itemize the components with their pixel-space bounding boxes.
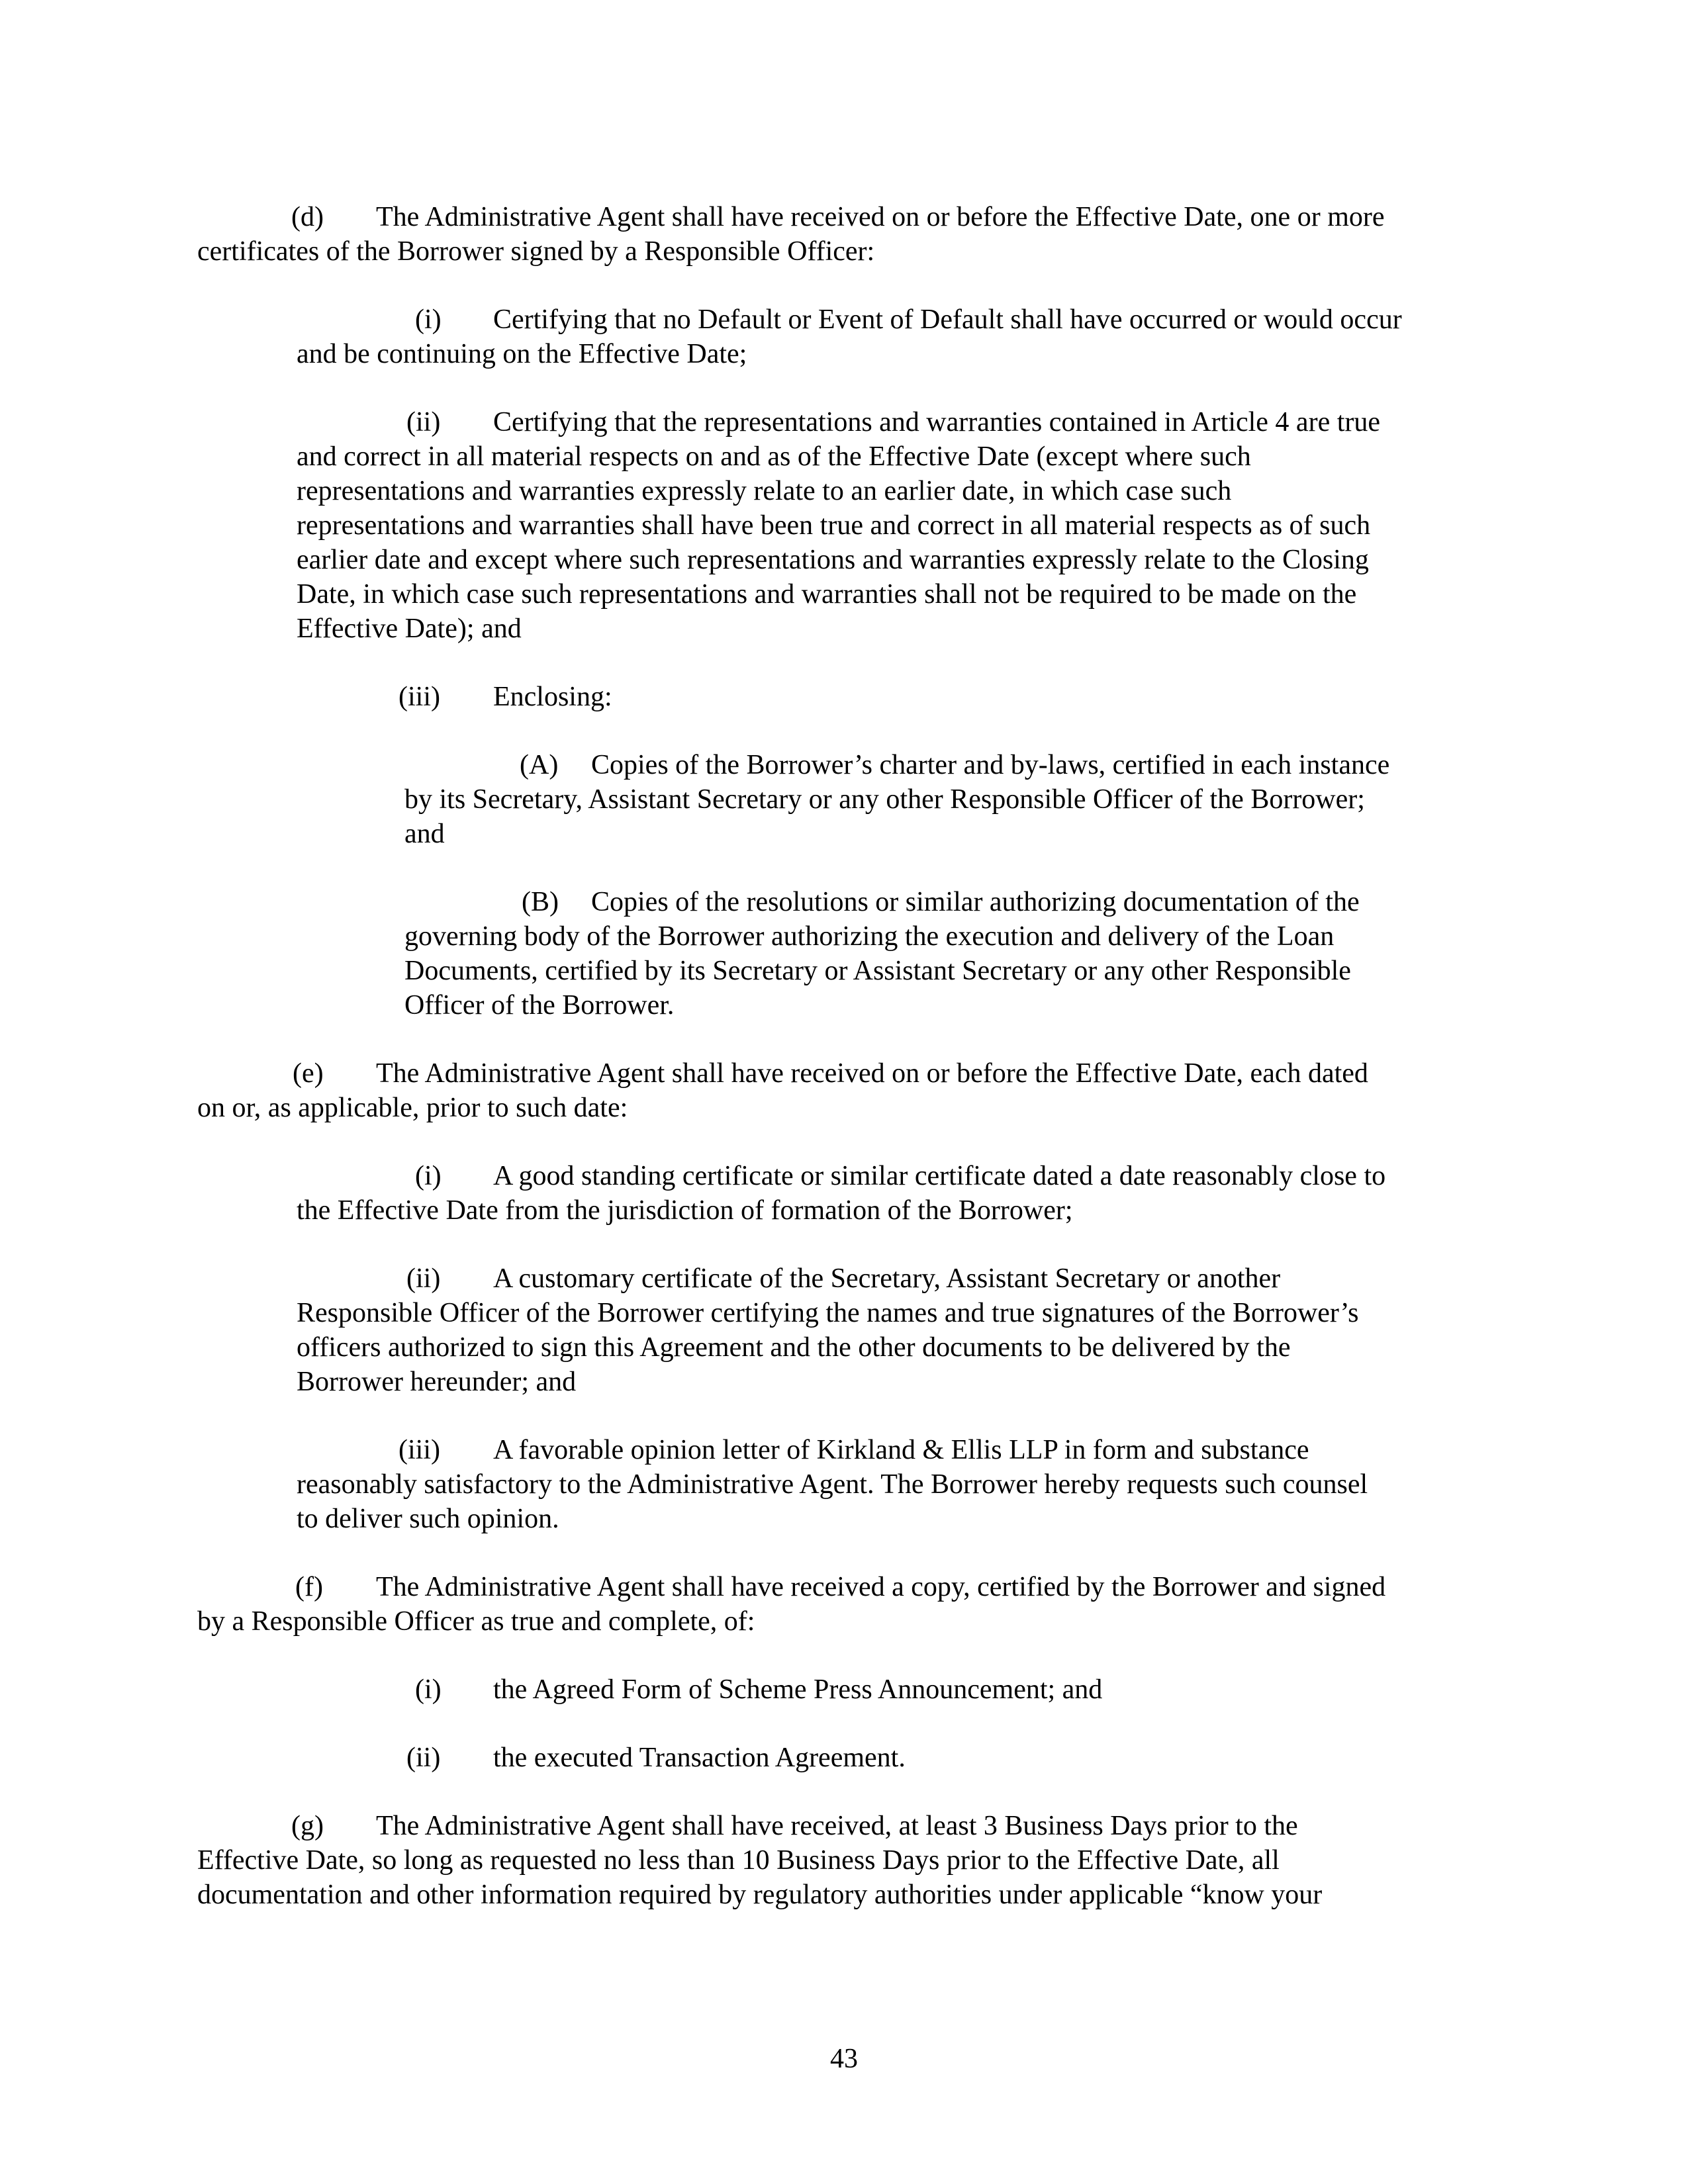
section-text-line: to deliver such opinion. bbox=[297, 1504, 559, 1534]
section-label: (i) bbox=[415, 304, 442, 335]
section-text-line: The Administrative Agent shall have received, at least 3 Business Days prior to the bbox=[376, 1811, 1298, 1841]
section-text-line: on or, as applicable, prior to such date: bbox=[197, 1093, 628, 1123]
section-text-line: Certifying that no Default or Event of Default shall have occurred or would occur bbox=[493, 304, 1402, 335]
section-label: (ii) bbox=[406, 1743, 441, 1773]
section-text-line: Borrower hereunder; and bbox=[297, 1367, 577, 1397]
section-label: (iii) bbox=[399, 682, 440, 712]
section-text-line: the Agreed Form of Scheme Press Announcement; and bbox=[493, 1674, 1103, 1705]
section-text-line: Documents, certified by its Secretary or Assistant Secretary or any other Responsible bbox=[404, 956, 1351, 986]
section-label: (d) bbox=[291, 202, 324, 232]
section-text-line: Officer of the Borrower. bbox=[404, 990, 675, 1021]
section-text-line: Effective Date); and bbox=[297, 614, 522, 644]
section-text-line: representations and warranties shall have been true and correct in all material respects as of such bbox=[297, 510, 1371, 541]
section-text-line: documentation and other information required by regulatory authorities under applicable “know your bbox=[197, 1880, 1323, 1910]
section-label: (f) bbox=[295, 1572, 323, 1602]
section-text-line: the Effective Date from the jurisdiction of formation of the Borrower; bbox=[297, 1195, 1073, 1226]
section-label: (i) bbox=[415, 1161, 442, 1191]
section-label: (ii) bbox=[406, 1263, 441, 1294]
section-label: (i) bbox=[415, 1674, 442, 1705]
section-text-line: A favorable opinion letter of Kirkland & Ellis LLP in form and substance bbox=[493, 1435, 1309, 1465]
section-text-line: certificates of the Borrower signed by a Responsible Officer: bbox=[197, 236, 875, 267]
section-text-line: Effective Date, so long as requested no less than 10 Business Days prior to the Effective Date, all bbox=[197, 1845, 1280, 1876]
section-text-line: Copies of the Borrower’s charter and by-laws, certified in each instance bbox=[591, 750, 1390, 780]
section-text-line: Date, in which case such representations and warranties shall not be required to be made on the bbox=[297, 579, 1357, 610]
section-text-line: by its Secretary, Assistant Secretary or any other Responsible Officer of the Borrower; bbox=[404, 784, 1365, 815]
section-text-line: and correct in all material respects on and as of the Effective Date (except where such bbox=[297, 441, 1251, 472]
section-label: (g) bbox=[291, 1811, 324, 1841]
section-text-line: A good standing certificate or similar certificate dated a date reasonably close to bbox=[493, 1161, 1386, 1191]
section-text-line: Enclosing: bbox=[493, 682, 612, 712]
section-text-line: representations and warranties expressly relate to an earlier date, in which case such bbox=[297, 476, 1232, 506]
section-text-line: earlier date and except where such representations and warranties expressly relate to the Closing bbox=[297, 545, 1369, 575]
section-text-line: the executed Transaction Agreement. bbox=[493, 1743, 906, 1773]
section-label: (ii) bbox=[406, 407, 441, 437]
section-label: (A) bbox=[520, 750, 559, 780]
section-label: (iii) bbox=[399, 1435, 440, 1465]
section-text-line: by a Responsible Officer as true and complete, of: bbox=[197, 1606, 755, 1637]
page-number: 43 bbox=[830, 2044, 858, 2074]
section-text-line: A customary certificate of the Secretary, Assistant Secretary or another bbox=[493, 1263, 1281, 1294]
section-label: (e) bbox=[293, 1058, 324, 1089]
section-text-line: and bbox=[404, 819, 445, 849]
section-text-line: Copies of the resolutions or similar authorizing documentation of the bbox=[591, 887, 1360, 917]
section-text-line: and be continuing on the Effective Date; bbox=[297, 339, 747, 369]
section-label: (B) bbox=[522, 887, 559, 917]
section-text-line: Certifying that the representations and warranties contained in Article 4 are true bbox=[493, 407, 1381, 437]
section-text-line: governing body of the Borrower authorizing the execution and delivery of the Loan bbox=[404, 921, 1335, 952]
section-text-line: The Administrative Agent shall have received on or before the Effective Date, one or more bbox=[376, 202, 1385, 232]
section-text-line: The Administrative Agent shall have received on or before the Effective Date, each dated bbox=[376, 1058, 1368, 1089]
section-text-line: officers authorized to sign this Agreement and the other documents to be delivered by the bbox=[297, 1332, 1291, 1363]
section-text-line: Responsible Officer of the Borrower certifying the names and true signatures of the Borrower’s bbox=[297, 1298, 1359, 1328]
section-text-line: The Administrative Agent shall have received a copy, certified by the Borrower and signed bbox=[376, 1572, 1386, 1602]
section-text-line: reasonably satisfactory to the Administrative Agent. The Borrower hereby requests such counsel bbox=[297, 1469, 1368, 1500]
